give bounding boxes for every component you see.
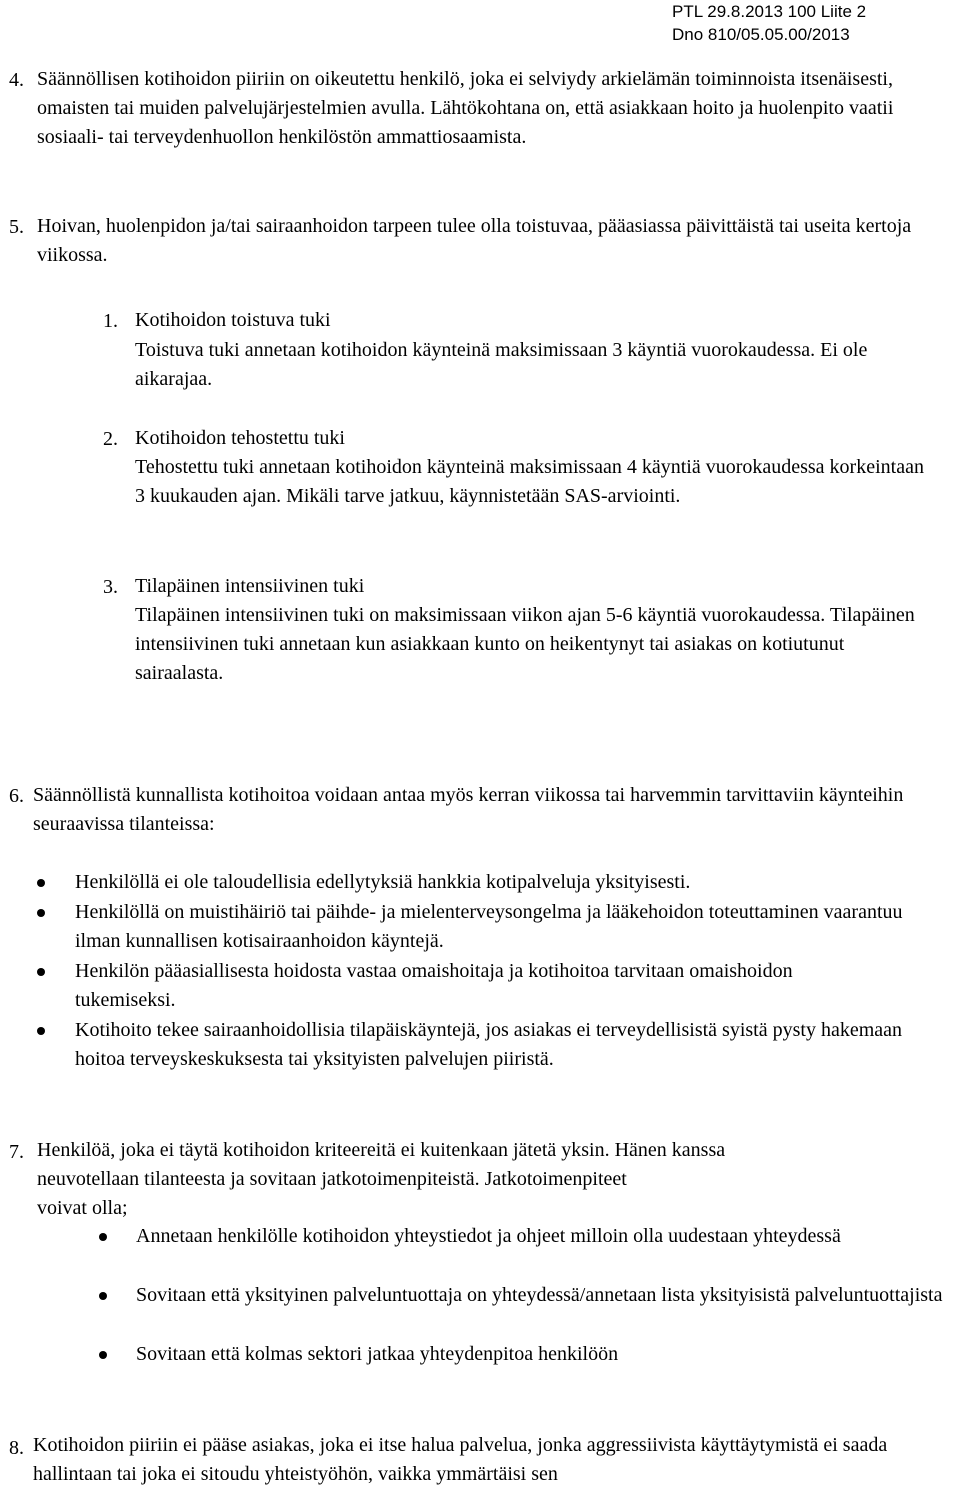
item-5-text: Hoivan, huolenpidon ja/tai sairaanhoidon tarpeen tulee olla toistuvaa, pääasiassa päivittäistä tai useita kertoja viikossa.	[37, 215, 912, 266]
bullet-dot	[99, 1292, 107, 1300]
sub-item-3-text: Tilapäinen intensiivinen tuki on maksimissaan viikon ajan 5-6 käyntiä vuorokaudessa. Tilapäinen intensiivinen tuki annetaan kun asiakkaan kunto on heikentynyt tai asiakas on kotiutunut sairaalasta.	[135, 604, 915, 684]
item-5-number: 5.	[9, 216, 24, 238]
item-7-text-line-3: voivat olla;	[37, 1197, 128, 1219]
item-6-number: 6.	[9, 785, 24, 807]
document-reference-line-1: PTL 29.8.2013 100 Liite 2	[672, 2, 867, 21]
item-4-text: Säännöllisen kotihoidon piiriin on oikeutettu henkilö, joka ei selviydy arkielämän toiminnoista itsenäisesti, omaisten tai muiden palvelujärjestelmien avulla. Lähtökohtana on, että asiakkaan hoito ja huolenpito vaatii sosiaali- tai terveydenhuollon henkilöstön ammattiosaamista.	[37, 68, 894, 148]
item-7-number: 7.	[9, 1141, 24, 1163]
item-7-text-line-1: Henkilöä, joka ei täytä kotihoidon kriteereitä ei kuitenkaan jätetä yksin. Hänen kanssa	[37, 1139, 726, 1161]
item-7-text-line-2: neuvotellaan tilanteesta ja sovitaan jatkotoimenpiteistä. Jatkotoimenpiteet	[37, 1168, 627, 1190]
item-7-bullet-1: Annetaan henkilölle kotihoidon yhteystiedot ja ohjeet milloin olla uudestaan yhteydessä	[136, 1225, 841, 1247]
item-6-bullet-4: Kotihoito tekee sairaanhoidollisia tilapäiskäyntejä, jos asiakas ei terveydellisistä syistä pysty hakemaan hoitoa terveyskeskuksesta tai yksityisten palvelujen piiristä.	[75, 1019, 903, 1070]
sub-item-1-title: Kotihoidon toistuva tuki	[135, 309, 331, 331]
sub-item-1-text: Toistuva tuki annetaan kotihoidon käynteinä maksimissaan 3 käyntiä vuorokaudessa. Ei ole aikarajaa.	[135, 339, 868, 390]
item-4-number: 4.	[9, 69, 24, 91]
sub-item-1-number: 1.	[103, 310, 118, 332]
document-reference-line-2: Dno 810/05.05.00/2013	[672, 25, 850, 44]
item-6-bullet-2: Henkilöllä on muistihäiriö tai päihde- ja mielenterveysongelma ja lääkehoidon toteuttaminen vaarantuu ilman kunnallisen kotisairaanhoidon käyntejä.	[75, 901, 903, 952]
bullet-dot	[37, 968, 45, 976]
sub-item-3-title: Tilapäinen intensiivinen tuki	[135, 575, 365, 597]
sub-item-2-title: Kotihoidon tehostettu tuki	[135, 427, 345, 449]
bullet-dot	[99, 1351, 107, 1359]
item-7-bullet-3: Sovitaan että kolmas sektori jatkaa yhteydenpitoa henkilöön	[136, 1343, 619, 1365]
sub-item-3-number: 3.	[103, 576, 118, 598]
bullet-dot	[37, 909, 45, 917]
item-8-text: Kotihoidon piiriin ei pääse asiakas, joka ei itse halua palvelua, jonka aggressiivista käyttäytymistä ei saada hallintaan tai joka ei sitoudu yhteistyöhön, vaikka ymmärtäisi sen	[33, 1434, 888, 1485]
bullet-dot	[37, 1027, 45, 1035]
bullet-dot	[37, 879, 45, 887]
sub-item-2-number: 2.	[103, 428, 118, 450]
item-6-bullet-1: Henkilöllä ei ole taloudellisia edellytyksiä hankkia kotipalveluja yksityisesti.	[75, 871, 691, 893]
item-6-bullet-3: Henkilön pääasiallisesta hoidosta vastaa omaishoitaja ja kotihoitoa tarvitaan omaishoidon tukemiseksi.	[75, 960, 793, 1011]
item-6-text: Säännöllistä kunnallista kotihoitoa voidaan antaa myös kerran viikossa tai harvemmin tarvittaviin käynteihin seuraavissa tilanteissa:	[33, 784, 904, 835]
sub-item-2-text: Tehostettu tuki annetaan kotihoidon käynteinä maksimissaan 4 käyntiä vuorokaudessa korkeintaan 3 kuukauden ajan. Mikäli tarve jatkuu, käynnistetään SAS-arviointi.	[135, 456, 924, 507]
item-8-number: 8.	[9, 1437, 24, 1459]
bullet-dot	[99, 1233, 107, 1241]
item-7-bullet-2: Sovitaan että yksityinen palveluntuottaja on yhteydessä/annetaan lista yksityisistä palveluntuottajista	[136, 1284, 943, 1306]
